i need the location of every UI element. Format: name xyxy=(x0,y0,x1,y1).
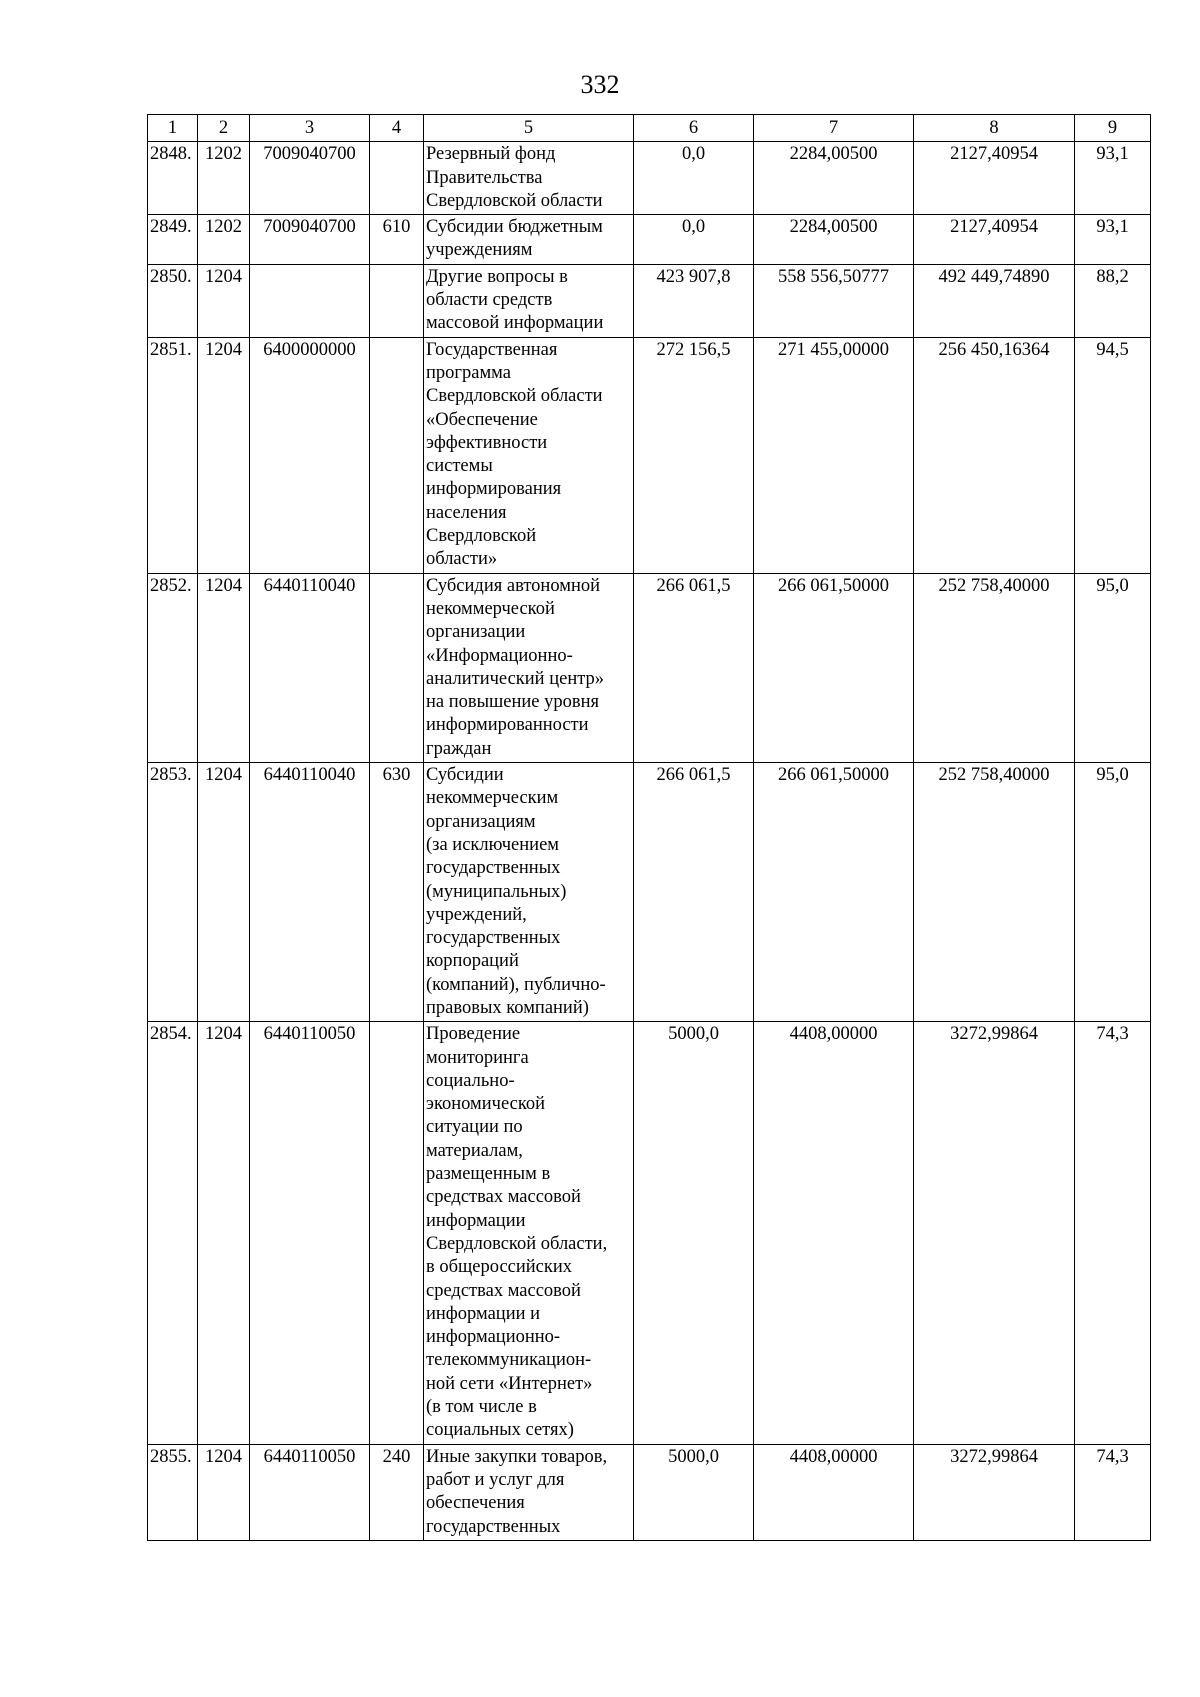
expense-type-cell xyxy=(370,573,424,762)
description-line: Субсидии бюджетным xyxy=(426,217,603,238)
table-body xyxy=(148,142,1151,1541)
target-code-cell: 6440110050 xyxy=(250,1444,370,1540)
description-line: Резервный фонд xyxy=(426,144,556,165)
description-line: населения xyxy=(426,502,507,523)
description-line: области» xyxy=(426,549,498,570)
percent-cell: 74,3 xyxy=(1075,1444,1151,1540)
row-number-cell: 2851. xyxy=(148,337,198,573)
target-code-cell: 7009040700 xyxy=(250,142,370,215)
plan-value-cell: 0,0 xyxy=(634,142,754,215)
approved-value-cell: 266 061,50000 xyxy=(754,763,914,1022)
description-line: Проведение xyxy=(426,1024,521,1045)
section-code-cell: 1202 xyxy=(198,142,250,215)
header-col-6: 6 xyxy=(634,115,754,142)
description-line: социальных сетях) xyxy=(426,1420,574,1441)
approved-value-cell: 4408,00000 xyxy=(754,1444,914,1540)
description-line: эффективности xyxy=(426,432,548,453)
percent-cell: 94,5 xyxy=(1075,337,1151,573)
table-row xyxy=(148,142,1151,215)
description-line: размещенным в xyxy=(426,1164,551,1185)
target-code-cell: 6440110050 xyxy=(250,1022,370,1444)
row-number-cell: 2852. xyxy=(148,573,198,762)
description-line: государственных xyxy=(426,858,561,879)
executed-value-cell: 252 758,40000 xyxy=(914,573,1075,762)
row-number-cell: 2849. xyxy=(148,215,198,265)
table-row xyxy=(148,1444,1151,1540)
section-code-cell: 1204 xyxy=(198,264,250,337)
description-line: граждан xyxy=(426,738,492,759)
expense-type-cell: 630 xyxy=(370,763,424,1022)
description-line: средствах массовой xyxy=(426,1280,581,1301)
section-code-cell: 1204 xyxy=(198,1022,250,1444)
expense-type-cell: 240 xyxy=(370,1444,424,1540)
description-line: Другие вопросы в xyxy=(426,266,568,287)
description-cell xyxy=(424,337,634,573)
section-code-cell: 1204 xyxy=(198,573,250,762)
description-line: Свердловской области xyxy=(426,386,603,407)
target-code-cell: 6400000000 xyxy=(250,337,370,573)
plan-value-cell: 423 907,8 xyxy=(634,264,754,337)
section-code-cell: 1204 xyxy=(198,763,250,1022)
description-line: (компаний), публично- xyxy=(426,974,606,995)
executed-value-cell: 492 449,74890 xyxy=(914,264,1075,337)
header-col-9: 9 xyxy=(1075,115,1151,142)
description-line: аналитический центр» xyxy=(426,668,605,689)
description-line: Иные закупки товаров, xyxy=(426,1446,608,1467)
table-row xyxy=(148,337,1151,573)
target-code-cell: 6440110040 xyxy=(250,763,370,1022)
description-cell xyxy=(424,1022,634,1444)
description-cell xyxy=(424,142,634,215)
target-code-cell: 7009040700 xyxy=(250,215,370,265)
approved-value-cell: 2284,00500 xyxy=(754,215,914,265)
description-line: информирования xyxy=(426,479,562,500)
description-line: (в том числе в xyxy=(426,1397,537,1418)
expense-type-cell xyxy=(370,142,424,215)
description-line: государственных xyxy=(426,928,561,949)
description-line: Государственная xyxy=(426,339,558,360)
target-code-cell: 6440110040 xyxy=(250,573,370,762)
description-cell xyxy=(424,573,634,762)
description-line: ситуации по xyxy=(426,1117,523,1138)
description-line: информированности xyxy=(426,715,589,736)
header-col-7: 7 xyxy=(754,115,914,142)
plan-value-cell: 266 061,5 xyxy=(634,573,754,762)
description-line: Субсидия автономной xyxy=(426,575,600,596)
description-line: информационно- xyxy=(426,1327,561,1348)
description-line: социально- xyxy=(426,1070,515,1091)
row-number-cell: 2854. xyxy=(148,1022,198,1444)
section-code-cell: 1204 xyxy=(198,337,250,573)
row-number-cell: 2853. xyxy=(148,763,198,1022)
executed-value-cell: 2127,40954 xyxy=(914,142,1075,215)
description-line: «Информационно- xyxy=(426,645,573,666)
page-number: 332 xyxy=(580,70,620,99)
description-line: (за исключением xyxy=(426,834,559,855)
header-col-4: 4 xyxy=(370,115,424,142)
header-col-1: 1 xyxy=(148,115,198,142)
description-line: средствах массовой xyxy=(426,1187,581,1208)
description-cell xyxy=(424,1444,634,1540)
description-line: Субсидии xyxy=(426,765,504,786)
description-line: работ и услуг для xyxy=(426,1469,565,1490)
row-number-cell: 2855. xyxy=(148,1444,198,1540)
table-row xyxy=(148,1022,1151,1444)
description-line: информации и xyxy=(426,1303,541,1324)
description-line: материалам, xyxy=(426,1140,523,1161)
description-line: информации xyxy=(426,1210,526,1231)
description-line: экономической xyxy=(426,1094,546,1115)
description-line: некоммерческим xyxy=(426,788,559,809)
description-line: «Обеспечение xyxy=(426,409,538,430)
plan-value-cell: 5000,0 xyxy=(634,1444,754,1540)
percent-cell: 93,1 xyxy=(1075,142,1151,215)
description-line: обеспечения xyxy=(426,1493,525,1514)
description-line: мониторинга xyxy=(426,1047,529,1068)
header-col-3: 3 xyxy=(250,115,370,142)
description-line: ной сети «Интернет» xyxy=(426,1373,593,1394)
description-line: области средств xyxy=(426,290,553,311)
expense-type-cell xyxy=(370,264,424,337)
description-line: учреждений, xyxy=(426,904,527,925)
description-cell xyxy=(424,264,634,337)
description-line: (муниципальных) xyxy=(426,881,567,902)
budget-table xyxy=(147,114,1151,1541)
table-row xyxy=(148,763,1151,1022)
expense-type-cell: 610 xyxy=(370,215,424,265)
approved-value-cell: 266 061,50000 xyxy=(754,573,914,762)
percent-cell: 95,0 xyxy=(1075,573,1151,762)
executed-value-cell: 3272,99864 xyxy=(914,1444,1075,1540)
section-code-cell: 1202 xyxy=(198,215,250,265)
percent-cell: 95,0 xyxy=(1075,763,1151,1022)
description-line: телекоммуникацион- xyxy=(426,1350,592,1371)
percent-cell: 74,3 xyxy=(1075,1022,1151,1444)
row-number-cell: 2850. xyxy=(148,264,198,337)
executed-value-cell: 2127,40954 xyxy=(914,215,1075,265)
description-line: корпораций xyxy=(426,951,519,972)
description-line: некоммерческой xyxy=(426,598,555,619)
table-row xyxy=(148,573,1151,762)
section-code-cell: 1204 xyxy=(198,1444,250,1540)
header-row xyxy=(148,115,1151,142)
description-line: системы xyxy=(426,456,493,477)
description-cell xyxy=(424,215,634,265)
description-line: организации xyxy=(426,622,526,643)
plan-value-cell: 0,0 xyxy=(634,215,754,265)
description-line: Правительства xyxy=(426,167,543,188)
expense-type-cell xyxy=(370,337,424,573)
approved-value-cell: 558 556,50777 xyxy=(754,264,914,337)
description-line: организациям xyxy=(426,811,536,832)
description-line: Свердловской области, xyxy=(426,1233,608,1254)
header-col-2: 2 xyxy=(198,115,250,142)
description-line: Свердловской xyxy=(426,526,537,547)
description-line: Свердловской области xyxy=(426,190,603,211)
approved-value-cell: 4408,00000 xyxy=(754,1022,914,1444)
approved-value-cell: 2284,00500 xyxy=(754,142,914,215)
plan-value-cell: 272 156,5 xyxy=(634,337,754,573)
target-code-cell xyxy=(250,264,370,337)
table-row xyxy=(148,215,1151,265)
row-number-cell: 2848. xyxy=(148,142,198,215)
plan-value-cell: 266 061,5 xyxy=(634,763,754,1022)
description-line: программа xyxy=(426,362,511,383)
expense-type-cell xyxy=(370,1022,424,1444)
header-col-5: 5 xyxy=(424,115,634,142)
percent-cell: 93,1 xyxy=(1075,215,1151,265)
executed-value-cell: 252 758,40000 xyxy=(914,763,1075,1022)
executed-value-cell: 3272,99864 xyxy=(914,1022,1075,1444)
table-row xyxy=(148,264,1151,337)
executed-value-cell: 256 450,16364 xyxy=(914,337,1075,573)
approved-value-cell: 271 455,00000 xyxy=(754,337,914,573)
description-line: на повышение уровня xyxy=(426,692,600,713)
description-line: массовой информации xyxy=(426,313,604,334)
description-line: учреждениям xyxy=(426,240,533,261)
plan-value-cell: 5000,0 xyxy=(634,1022,754,1444)
description-line: государственных xyxy=(426,1516,561,1537)
description-line: в общероссийских xyxy=(426,1257,573,1278)
description-cell xyxy=(424,763,634,1022)
percent-cell: 88,2 xyxy=(1075,264,1151,337)
description-line: правовых компаний) xyxy=(426,997,589,1018)
header-col-8: 8 xyxy=(914,115,1075,142)
